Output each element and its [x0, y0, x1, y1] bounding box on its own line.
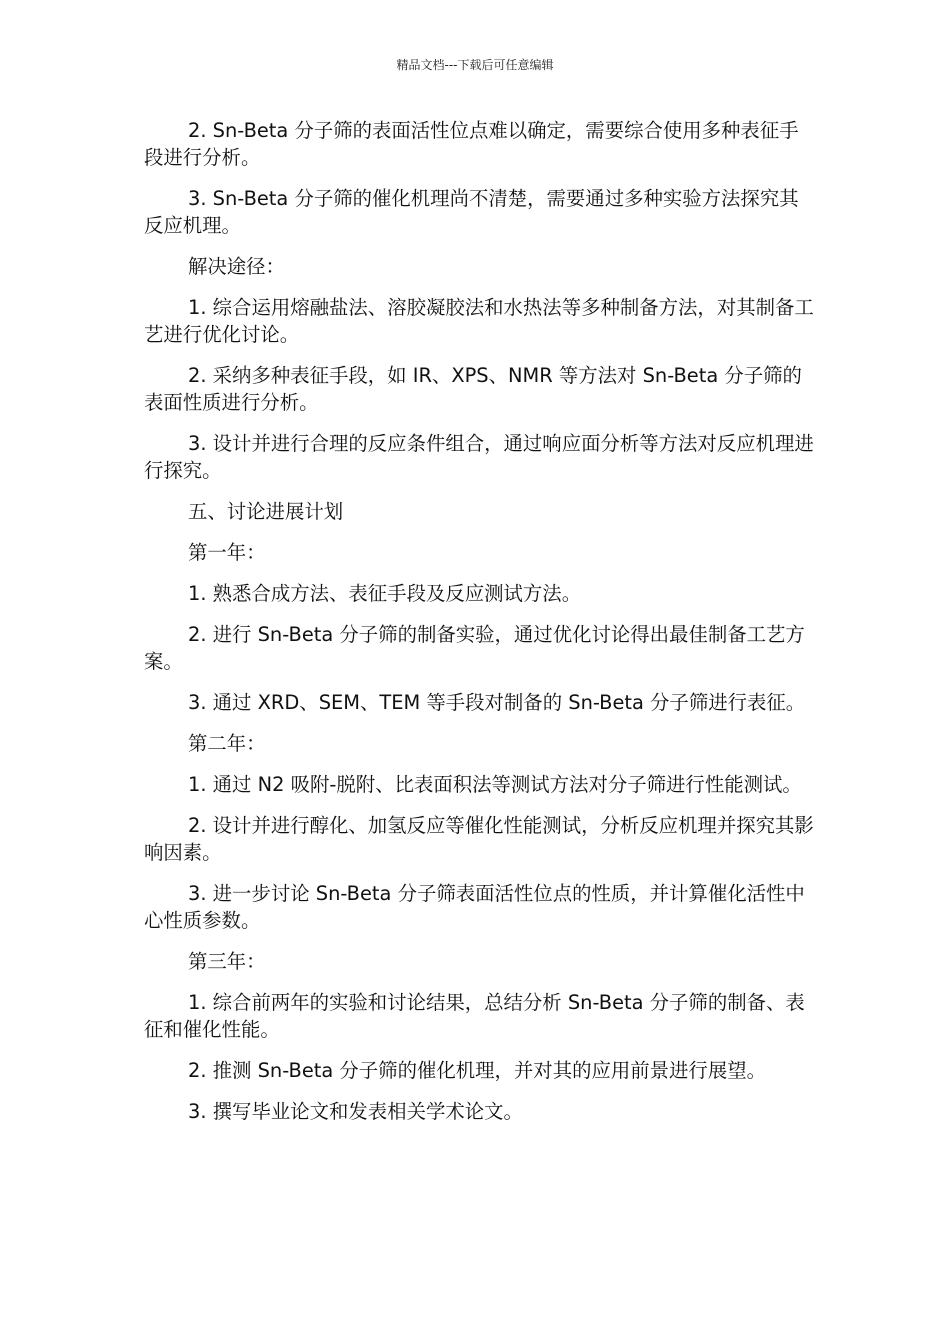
paragraph-solution-3: 3. 设计并进行合理的反应条件组合，通过响应面分析等方法对反应机理进行探究。: [144, 432, 814, 482]
year-three-heading: 第三年：: [188, 950, 266, 973]
paragraph-year3-1: 1. 综合前两年的实验和讨论结果，总结分析 Sn-Beta 分子筛的制备、表征和催化性能。: [144, 991, 805, 1041]
paragraph-year3-3: 3. 撰写毕业论文和发表相关学术论文。: [188, 1100, 523, 1123]
year-one-heading: 第一年：: [188, 541, 266, 564]
paragraph-year3-2: 2. 推测 Sn-Beta 分子筛的催化机理，并对其的应用前景进行展望。: [188, 1059, 766, 1082]
paragraph-year1-3: 3. 通过 XRD、SEM、TEM 等手段对制备的 Sn-Beta 分子筛进行表征。: [188, 691, 806, 714]
page-header: 精品文档---下载后可任意编辑: [396, 58, 554, 72]
paragraph-year2-3: 3. 进一步讨论 Sn-Beta 分子筛表面活性位点的性质，并计算催化活性中心性质参数。: [144, 882, 805, 932]
paragraph-year2-1: 1. 通过 N2 吸附-脱附、比表面积法等测试方法对分子筛进行性能测试。: [188, 773, 802, 796]
document-body: [144, 117, 816, 1139]
year-two-heading: 第二年：: [188, 732, 266, 755]
paragraph-solution-1: 1. 综合运用熔融盐法、溶胶凝胶法和水热法等多种制备方法，对其制备工艺进行优化讨论。: [144, 296, 814, 346]
paragraph-year2-2: 2. 设计并进行醇化、加氢反应等催化性能测试，分析反应机理并探究其影响因素。: [144, 814, 814, 864]
paragraph-year1-2: 2. 进行 Sn-Beta 分子筛的制备实验，通过优化讨论得出最佳制备工艺方案。: [144, 623, 805, 673]
paragraph-solution-2: 2. 采纳多种表征手段，如 IR、XPS、NMR 等方法对 Sn-Beta 分子筛的表面性质进行分析。: [144, 364, 802, 414]
section-heading-plan: 五、讨论进展计划: [188, 500, 344, 523]
paragraph-challenge-3: 3. Sn-Beta 分子筛的催化机理尚不清楚，需要通过多种实验方法探究其反应机理。: [144, 187, 799, 237]
paragraph-year1-1: 1. 熟悉合成方法、表征手段及反应测试方法。: [188, 582, 582, 605]
paragraph-challenge-2: 2. Sn-Beta 分子筛的表面活性位点难以确定，需要综合使用多种表征手段进行分析。: [144, 119, 799, 169]
solutions-heading: 解决途径：: [188, 255, 285, 278]
